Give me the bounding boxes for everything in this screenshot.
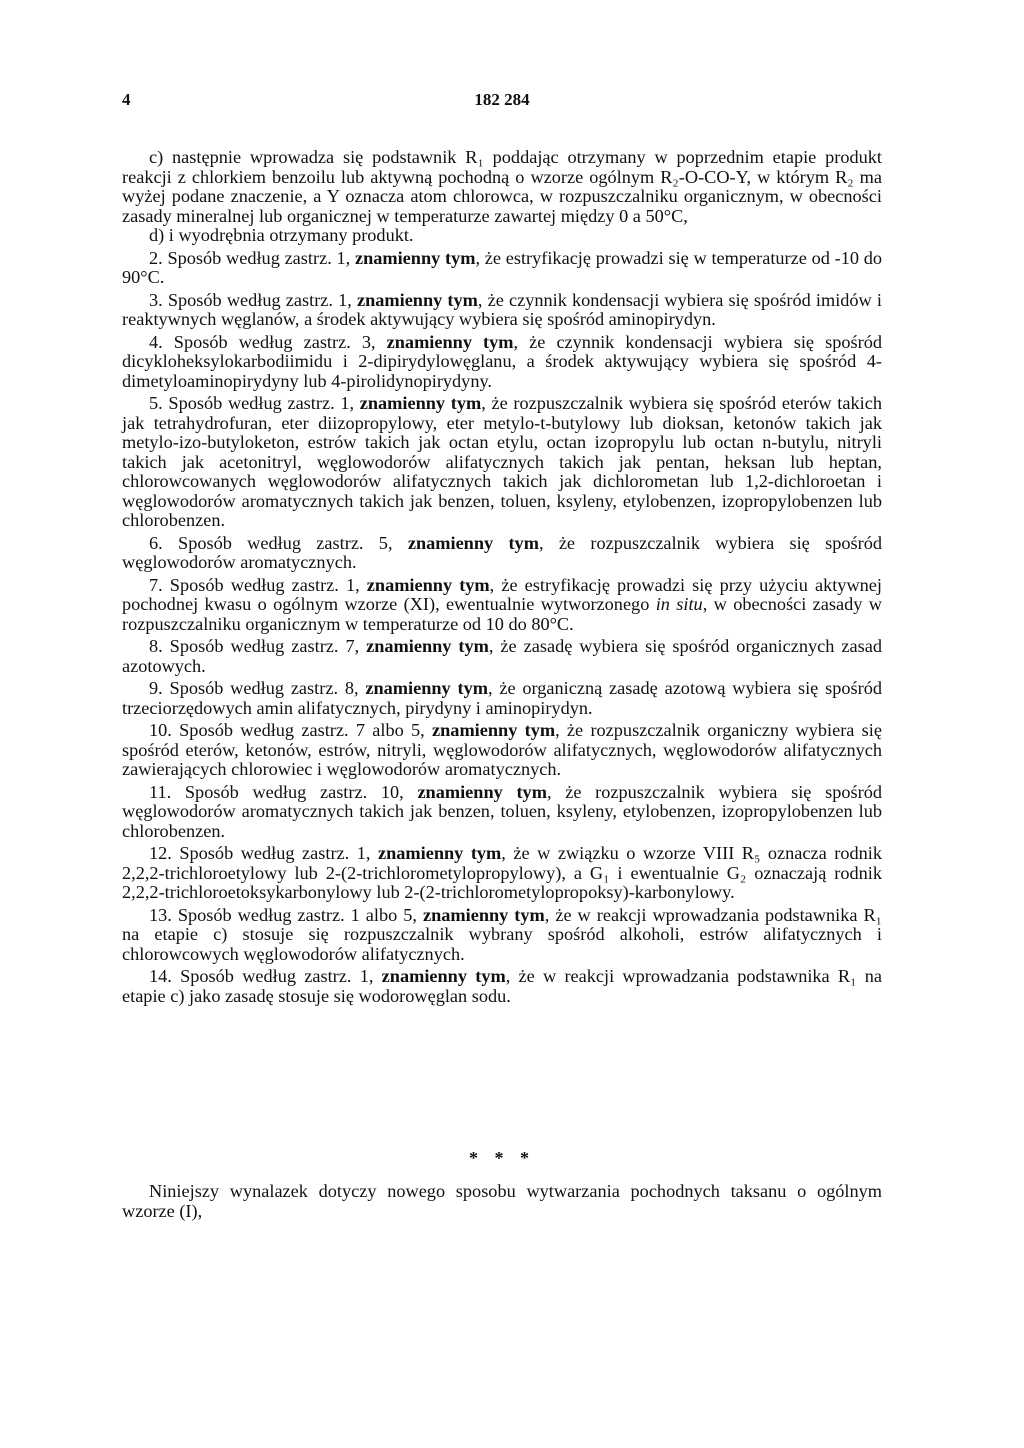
claims-body <box>122 148 882 1009</box>
page-number: 4 <box>122 90 131 109</box>
claim-keyword: znamienny tym <box>366 574 490 595</box>
claim-emphasis: in situ <box>655 594 703 614</box>
claim-text: , że w reakcji wprowadzania podstawnika R₁ na etapie c) stosuje się rozpuszczalnik wybrany spośród alkoholi, estrów alifatycznych i chlorowcowych węglowodorów alifatycznych. <box>122 904 883 964</box>
claim-4 <box>122 333 882 392</box>
claim-keyword: znamienny tym <box>365 678 488 698</box>
claim-tail: , w obecności zasady w rozpuszczalniku organicznym w temperaturze od 10 do 80°C. <box>122 594 882 634</box>
claim-6 <box>122 534 882 573</box>
claim-11 <box>122 783 882 842</box>
claim-prefix: 4. Sposób według zastrz. 3, <box>149 331 387 352</box>
claim-text: , że czynnik kondensacji wybiera się spośród dicykloheksylokarbodiimidu i 2-dipirydylowęglanu, a środek aktywujący wybiera się spośród 4-dimetyloaminopirydyny lub 4-pirolidynopirydyny. <box>122 331 882 391</box>
claim-7 <box>122 576 882 635</box>
claim-text: , że w związku o wzorze VIII R₅ oznacza rodnik 2,2,2-trichloroetylowy lub 2-(2-trichlorometylopropylowy), a G₁ i ewentualnie G₂ oznaczają rodnik 2,2,2-trichloroetoksykarbonylowy lub 2-(2-trichlorometylopropoksy)-karbonylowy. <box>122 843 882 902</box>
claims-list <box>122 249 882 1007</box>
claim-10 <box>122 721 882 780</box>
claim-text: , że rozpuszczalnik organiczny wybiera się spośród eterów, ketonów, estrów, nitryli, węglowodorów alifatycznych, węglowodorów alifatycznych zawierających chlorowiec i węglowodorów aromatycznych. <box>122 720 882 779</box>
claim-text: , że zasadę wybiera się spośród organicznych zasad azotowych. <box>122 636 882 676</box>
claim-prefix: 3. Sposób według zastrz. 1, <box>149 289 357 310</box>
claim-prefix: 5. Sposób według zastrz. 1, <box>149 393 360 413</box>
claim-9 <box>122 679 882 718</box>
intro-paragraph: Niniejszy wynalazek dotyczy nowego sposobu wytwarzania pochodnych taksanu o ogólnym wzorze (I), <box>122 1181 882 1221</box>
claim-prefix: 6. Sposób według zastrz. 5, <box>149 532 408 553</box>
page-header <box>122 90 882 114</box>
claim-keyword: znamienny tym <box>359 393 482 413</box>
description-intro <box>122 1181 882 1221</box>
claim-text: , że rozpuszczalnik wybiera się spośród eterów takich jak tetrahydrofuran, eter diizopropylowy, eter metylo-t-butylowy lub dioksan, ketonów takich jak metylo-izo-butyloketon, estrów takich jak octan etylu, octan izopropylu lub octan n-butylu, nitryli takich jak acetonitryl, węglowodorów alifatycznych takich jak pentan, heksan lub heptan, chlorowcowanych węglowodorów alifatycznych takich jak dichlorometan lub 1,2-dichloroetan i węglowodorów aromatycznych takich jak benzen, toluen, ksyleny, etylobenzen, izopropylobenzen lub chlorobenzen. <box>122 393 882 530</box>
claim-keyword: znamienny tym <box>417 781 547 802</box>
claim-12 <box>122 844 882 903</box>
claim-keyword: znamienny tym <box>356 289 478 310</box>
claim-text: , że rozpuszczalnik wybiera się spośród węglowodorów aromatycznych takich jak benzen, toluen, ksyleny, etylobenzen, izopropylobenzen lub chlorobenzen. <box>122 781 882 841</box>
claim-prefix: 11. Sposób według zastrz. 10, <box>149 781 418 802</box>
claim-5 <box>122 394 882 531</box>
claim-text: , że organiczną zasadę azotową wybiera się spośród trzeciorzędowych amin alifatycznych, pirydyny i aminopirydyn. <box>122 678 882 718</box>
claim-prefix: 12. Sposób według zastrz. 1, <box>149 843 378 863</box>
step-d: d) i wyodrębnia otrzymany produkt. <box>149 225 414 245</box>
claim-keyword: znamienny tym <box>354 247 476 268</box>
claim-text: , że czynnik kondensacji wybiera się spośród imidów i reaktywnych węglanów, a środek aktywujący wybiera się spośród aminopirydyn. <box>122 289 882 329</box>
claim-text: , że rozpuszczalnik wybiera się spośród węglowodorów aromatycznych. <box>122 532 882 572</box>
claim-keyword: znamienny tym <box>422 904 545 925</box>
step-c: c) następnie wprowadza się podstawnik R₁ poddając otrzymany w poprzednim etapie produkt reakcji z chlorkiem benzoilu lub aktywną pochodną o wzorze ogólnym R₂-O-CO-Y, w którym R₂ ma wyżej podane znaczenie, a Y oznacza atom chlorowca, w rozpuszczalniku organicznym, w obecności zasady mineralnej lub organicznej w temperaturze zawartej między 0 a 50°C, <box>122 147 882 226</box>
claim-keyword: znamienny tym <box>386 331 514 352</box>
claim-text: , że estryfikację prowadzi się przy użyciu aktywnej pochodnej kwasu o ogólnym wzorze (XI), ewentualnie wytworzonego <box>122 574 882 614</box>
claim-2 <box>122 249 882 288</box>
claim-text: , że estryfikację prowadzi się w temperaturze od -10 do 90°C. <box>122 247 882 287</box>
claim-prefix: 9. Sposób według zastrz. 8, <box>149 678 366 698</box>
claim-13 <box>122 906 882 965</box>
claim-keyword: znamienny tym <box>407 532 539 553</box>
section-separator: * * * <box>469 1148 535 1168</box>
claim-prefix: 13. Sposób według zastrz. 1 albo 5, <box>149 904 423 925</box>
claim-keyword: znamienny tym <box>381 966 506 986</box>
claim-prefix: 7. Sposób według zastrz. 1, <box>149 574 367 595</box>
claim-keyword: znamienny tym <box>366 636 489 656</box>
claim-keyword: znamienny tym <box>377 843 502 863</box>
claim-prefix: 2. Sposób według zastrz. 1, <box>149 247 355 268</box>
claim-3 <box>122 291 882 330</box>
claim-prefix: 8. Sposób według zastrz. 7, <box>149 636 367 656</box>
claim-8 <box>122 637 882 676</box>
claim-prefix: 10. Sposób według zastrz. 7 albo 5, <box>149 720 433 740</box>
claim-text: , że w reakcji wprowadzania podstawnika R₁ na etapie c) jako zasadę stosuje się wodorowęglan sodu. <box>122 966 882 1006</box>
claim-prefix: 14. Sposób według zastrz. 1, <box>149 966 382 986</box>
claim-keyword: znamienny tym <box>432 720 556 740</box>
claim-14 <box>122 967 882 1006</box>
patent-number: 182 284 <box>474 90 530 109</box>
